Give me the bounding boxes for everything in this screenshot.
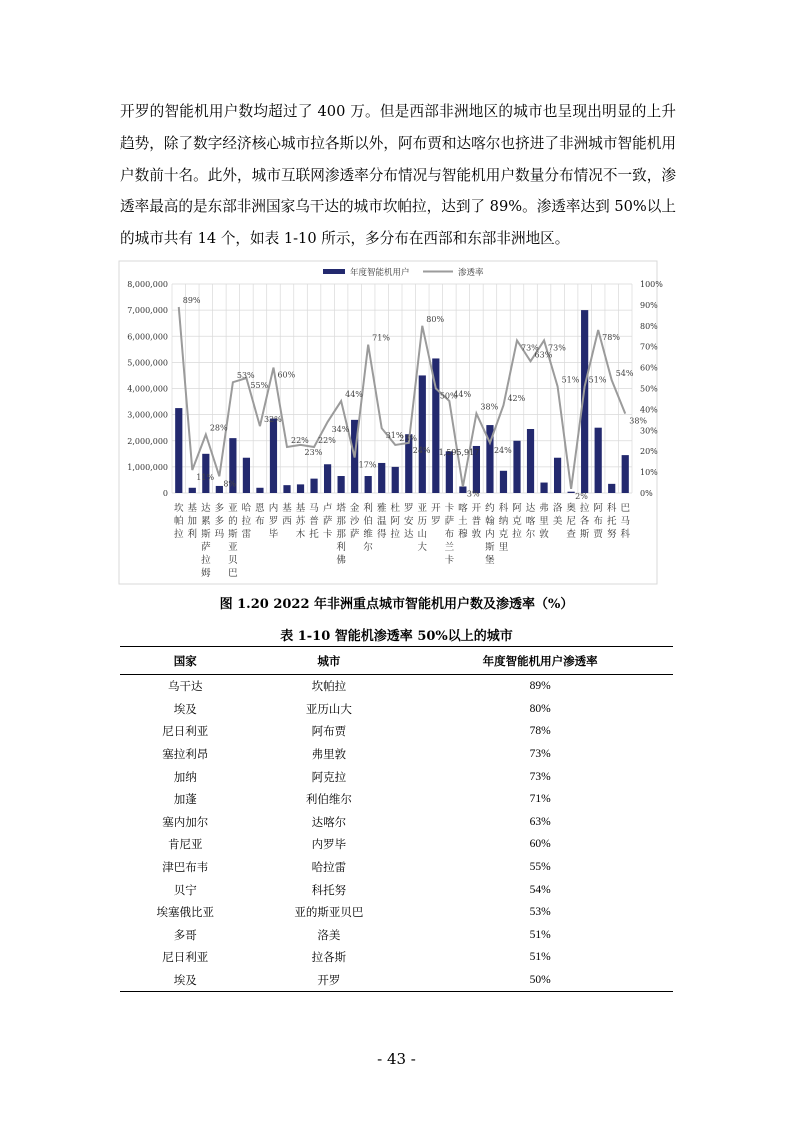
right-axis-tick: 80% <box>640 321 658 331</box>
chart <box>118 260 663 585</box>
data-label-rate: 23% <box>399 433 418 443</box>
data-label-rate: 44% <box>345 390 363 400</box>
bar-users <box>310 479 317 493</box>
x-axis-category-label: 内罗毕 <box>268 503 279 540</box>
x-axis-category-label: 杜阿拉 <box>390 503 400 540</box>
bar-users <box>243 458 250 493</box>
table-cell: 亚历山大 <box>305 703 352 716</box>
bar-users <box>365 476 372 493</box>
bar-users <box>324 464 331 493</box>
legend-bar-swatch <box>323 269 345 274</box>
right-axis-tick: 70% <box>640 342 658 352</box>
table-cell: 科托努 <box>311 884 347 897</box>
column-header: 城市 <box>251 647 408 675</box>
left-axis-tick: 4,000,000 <box>127 384 168 394</box>
data-label-rate: 63% <box>534 350 553 360</box>
x-axis-category-label: 弗里敦 <box>539 503 549 540</box>
data-label-rate: 73% <box>548 343 566 353</box>
bar-users <box>338 476 345 493</box>
right-axis-tick: 20% <box>640 447 658 457</box>
bar-users <box>175 408 182 493</box>
x-axis-category-label: 卢萨卡 <box>322 503 333 540</box>
data-label-rate: 38% <box>480 402 499 412</box>
data-label-rate: 24% <box>493 445 512 455</box>
bar-users <box>513 441 520 493</box>
table-cell: 阿克拉 <box>311 771 347 784</box>
data-label-rate: 28% <box>209 423 228 433</box>
left-axis-tick: 8,000,000 <box>127 280 168 289</box>
x-axis-category-label: 开普敦 <box>471 503 482 540</box>
x-axis-category-label: 亚的斯亚贝巴 <box>228 503 238 579</box>
table-cell: 津巴布韦 <box>162 862 209 875</box>
right-axis-tick: 40% <box>640 405 658 415</box>
table-cell: 坎帕拉 <box>311 681 347 694</box>
data-label-rate: 51% <box>561 375 580 385</box>
table-cell: 80% <box>529 702 551 715</box>
data-label-rate: 34% <box>331 424 350 434</box>
table-cell: 塞内加尔 <box>162 816 209 829</box>
x-axis-category-label: 洛美 <box>552 503 563 527</box>
table-cell: 63% <box>529 815 551 828</box>
bar-users <box>568 492 575 493</box>
table-cell: 埃及 <box>173 703 197 716</box>
table-row <box>120 833 673 856</box>
data-label-rate: 23% <box>304 447 323 457</box>
x-axis-category-label: 巴马科 <box>620 503 630 540</box>
bar-users <box>216 486 223 493</box>
table-cell: 加纳 <box>173 771 197 784</box>
data-label-rate: 60% <box>277 370 296 380</box>
bar-users <box>446 451 453 493</box>
table-cell: 开罗 <box>251 969 408 992</box>
x-axis-category-label: 基加利 <box>187 503 198 540</box>
bar-users <box>283 485 290 493</box>
bar-users <box>527 429 534 493</box>
column-header: 年度智能机用户渗透率 <box>407 647 673 675</box>
data-label-rate: 17% <box>358 460 377 470</box>
table-cell: 亚的斯亚贝巴 <box>294 907 364 920</box>
x-axis-category-label: 喀土穆 <box>458 503 468 540</box>
table-header-row <box>120 647 673 675</box>
right-axis-tick: 0% <box>640 489 653 498</box>
data-label-rate: 53% <box>236 371 255 381</box>
data-label-rate: 44% <box>453 390 472 400</box>
table-cell: 塞拉利昂 <box>162 749 209 762</box>
x-axis-category-label: 基苏木 <box>295 503 306 540</box>
column-header: 国家 <box>120 647 251 675</box>
data-label-rate: 55% <box>250 381 269 391</box>
bar-users <box>270 419 277 493</box>
data-label-rate: 32% <box>263 415 282 425</box>
data-label-rate: 38% <box>629 416 648 426</box>
right-axis-tick: 10% <box>640 468 658 478</box>
data-table <box>120 646 673 992</box>
table-row <box>120 878 673 901</box>
bar-users <box>297 484 304 493</box>
table-cell: 拉各斯 <box>311 952 347 965</box>
left-axis-tick: 5,000,000 <box>127 358 168 368</box>
table-cell: 55% <box>529 861 551 874</box>
bar-users <box>189 488 196 493</box>
x-axis-category-label: 马普托 <box>309 503 319 540</box>
data-label-rate: 80% <box>426 314 445 324</box>
data-label-rate: 24% <box>412 445 431 455</box>
table-row <box>120 720 673 743</box>
x-axis-category-label: 恩布 <box>255 503 265 527</box>
table-cell: 78% <box>529 725 551 738</box>
x-axis-category-label: 多多玛 <box>214 503 225 540</box>
table-cell: 埃塞俄比亚 <box>156 907 215 920</box>
bar-users <box>378 463 385 493</box>
table-row <box>120 743 673 766</box>
body-paragraph <box>120 96 676 255</box>
table-cell: 哈拉雷 <box>311 862 347 875</box>
x-axis-category-label: 约翰内斯堡 <box>485 503 495 566</box>
table-cell: 乌干达 <box>168 681 203 694</box>
x-axis-category-label: 科纳克里 <box>498 503 509 553</box>
bar-users <box>540 483 547 493</box>
x-axis-category-label: 达累斯萨拉姆 <box>201 503 211 579</box>
table-row <box>120 788 673 811</box>
table-cell: 阿布贾 <box>311 726 347 739</box>
table-cell: 达喀尔 <box>311 816 347 829</box>
left-axis-tick: 0 <box>162 489 168 498</box>
bar-users <box>459 486 466 493</box>
table-row <box>120 698 673 721</box>
right-axis-tick: 90% <box>640 300 658 310</box>
table-cell: 51% <box>529 951 551 964</box>
data-label-rate: 71% <box>372 333 390 343</box>
data-label-rate: 31% <box>385 431 404 441</box>
body-text: 开罗的智能机用户数均超过了 400 万。但是西部非洲地区的城市也呈现出明显的上升趋势，除了数字经济核心城市拉各斯以外，阿布贾和达喀尔也挤进了非洲城市智能机用户数前十名。此外，城市互联网渗透率分布情况与智能机用户数量分布情况不一致，渗透率最高的是东部非洲国家乌干达的城市坎帕拉，达到了 89%。渗透率达到 50%以上的城市共有 14 个，如表 1-10 所示，多分布在西部和东部非洲地区。 <box>120 103 676 248</box>
bar-users <box>419 375 426 493</box>
table-cell: 内罗毕 <box>311 839 347 852</box>
table-body <box>120 675 673 992</box>
x-axis-category-label: 达喀尔 <box>525 503 536 540</box>
left-axis-tick: 1,000,000 <box>127 462 168 472</box>
table-cell: 洛美 <box>317 929 341 942</box>
data-label-rate: 50% <box>439 391 458 401</box>
x-axis-category-label: 坎帕拉 <box>174 503 184 540</box>
x-axis-category-label: 金沙萨 <box>349 503 360 540</box>
table-cell: 肯尼亚 <box>168 839 203 852</box>
x-axis-category-label: 阿克拉 <box>512 503 522 540</box>
table-cell: 加蓬 <box>173 794 197 807</box>
x-axis-category-label: 科托努 <box>606 503 617 540</box>
x-axis-category-label: 哈拉雷 <box>241 503 252 540</box>
x-axis-category-label: 拉各斯 <box>579 503 590 540</box>
table-cell: 51% <box>529 928 551 941</box>
page-number: - 43 - <box>377 1050 416 1068</box>
legend-label-rate: 渗透率 <box>458 268 484 278</box>
table-row <box>120 924 673 947</box>
table-cell: 71% <box>529 793 551 806</box>
table-cell: 50% <box>407 969 673 992</box>
table-cell: 53% <box>529 906 551 919</box>
x-axis-category-label: 亚历山大 <box>417 503 428 553</box>
figure-caption: 图 1.20 2022 年非洲重点城市智能机用户数及渗透率（%） <box>219 597 574 612</box>
table-cell: 60% <box>529 838 551 851</box>
right-axis-tick: 60% <box>640 363 658 373</box>
data-label-rate: 22% <box>318 436 336 446</box>
right-axis-tick: 30% <box>640 426 658 436</box>
table-cell: 埃及 <box>120 969 251 992</box>
x-axis-category-label: 雅温得 <box>376 503 387 540</box>
right-axis-tick: 100% <box>640 280 663 289</box>
data-label-rate: 22% <box>291 436 309 446</box>
chart-frame <box>119 261 657 584</box>
bar-users <box>622 455 629 493</box>
table-row <box>120 675 673 698</box>
left-axis-tick: 7,000,000 <box>127 306 168 316</box>
table-cell: 多哥 <box>173 929 197 942</box>
table-row <box>120 765 673 788</box>
data-label-rate: 51% <box>588 375 607 385</box>
x-axis-category-label: 奥尼查 <box>566 503 576 540</box>
bar-users <box>500 471 507 493</box>
x-axis-category-label: 卡萨布兰卡 <box>444 503 455 566</box>
left-axis-tick: 3,000,000 <box>127 410 168 420</box>
data-label-rate: 73% <box>521 343 539 353</box>
left-axis-tick: 2,000,000 <box>127 436 168 446</box>
table-cell: 89% <box>529 680 551 693</box>
table-row <box>120 946 673 969</box>
bar-users <box>554 458 561 493</box>
table-row <box>120 856 673 879</box>
table-cell: 弗里敦 <box>311 749 347 762</box>
table-cell: 73% <box>529 748 551 761</box>
table-row <box>120 901 673 924</box>
right-axis-tick: 50% <box>640 384 658 394</box>
data-label-rate: 54% <box>615 369 634 379</box>
data-label-rate: 78% <box>602 332 620 342</box>
x-axis-category-label: 罗安达 <box>404 503 414 540</box>
left-axis-tick: 6,000,000 <box>127 332 168 342</box>
table-cell: 73% <box>529 770 551 783</box>
x-axis-category-label: 开罗 <box>431 503 441 527</box>
data-label-rate: 3% <box>466 489 480 499</box>
legend-label-users: 年度智能机用户 <box>350 268 410 278</box>
table-cell: 利伯维尔 <box>305 794 352 807</box>
data-label-rate: 42% <box>507 394 526 404</box>
bar-users <box>595 428 602 493</box>
bar-users <box>256 488 263 493</box>
data-label-users: 1,595,917 <box>438 448 480 458</box>
table-title: 表 1-10 智能机渗透率 50%以上的城市 <box>280 629 513 644</box>
x-axis-category-label: 基西 <box>282 503 292 527</box>
x-axis-category-label: 利伯维尔 <box>363 503 373 553</box>
bar-users <box>392 467 399 493</box>
data-label-rate: 8% <box>223 479 237 489</box>
bar-users <box>608 484 615 493</box>
x-axis-category-label: 塔那那利佛 <box>336 503 346 566</box>
table-cell: 贝宁 <box>173 884 197 897</box>
x-axis-category-label: 阿布贾 <box>593 503 603 540</box>
data-label-rate: 89% <box>182 295 201 305</box>
table-cell: 尼日利亚 <box>162 952 209 965</box>
table-row <box>120 811 673 834</box>
table-row <box>120 969 673 992</box>
table-cell: 尼日利亚 <box>162 726 209 739</box>
table-cell: 54% <box>529 883 551 896</box>
data-label-rate: 11% <box>196 473 215 483</box>
data-label-rate: 2% <box>575 491 588 501</box>
